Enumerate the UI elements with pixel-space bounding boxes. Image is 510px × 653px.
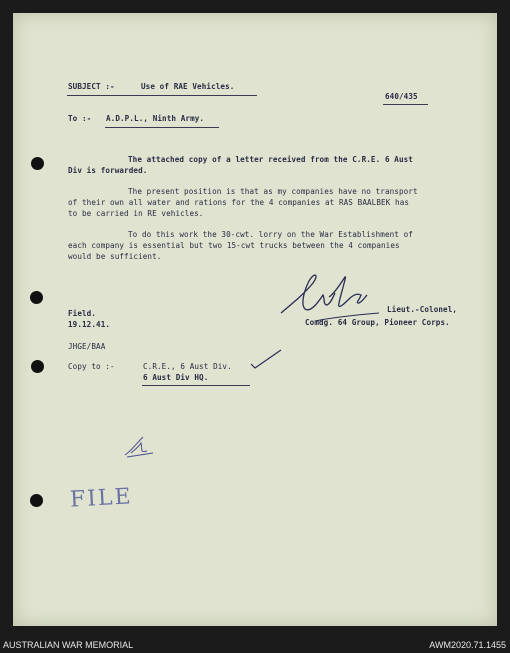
punch-hole	[30, 494, 43, 507]
reference-underline	[383, 104, 428, 105]
pencil-mark	[123, 433, 157, 459]
place: Field.	[68, 309, 97, 318]
copy-to-underline	[142, 385, 250, 386]
para1-line2: Div is forwarded.	[68, 166, 148, 175]
subject-text: Use of RAE Vehicles.	[141, 82, 235, 91]
para1-line1: The attached copy of a letter received from the C.R.E. 6 Aust	[128, 155, 413, 164]
punch-hole	[31, 360, 44, 373]
to-label: To :-	[68, 114, 92, 123]
tick-mark	[249, 348, 283, 370]
para3-line3: would be sufficient.	[68, 252, 162, 261]
signatory-command: Comdg. 64 Group, Pioneer Corps.	[305, 318, 450, 327]
reference-number: 640/435	[385, 92, 418, 101]
para2-line2: of their own all water and rations for the 4 companies at RAS BAALBEK has	[68, 198, 410, 207]
copy-to-line1: C.R.E., 6 Aust Div.	[143, 362, 232, 371]
to-underline	[105, 127, 219, 128]
para3-line2: each company is essential but two 15-cwt trucks between the 4 companies	[68, 241, 400, 250]
file-stamp: FILE	[69, 484, 134, 513]
to-text: A.D.P.L., Ninth Army.	[106, 114, 205, 123]
archive-name: AUSTRALIAN WAR MEMORIAL	[3, 640, 134, 650]
para3-line1: To do this work the 30-cwt. lorry on the War Establishment of	[128, 230, 413, 239]
subject-label: SUBJECT :-	[68, 82, 115, 91]
para2-line3: to be carried in RE vehicles.	[68, 209, 204, 218]
para2-line1: The present position is that as my companies have no transport	[128, 187, 418, 196]
archive-footer	[0, 637, 510, 653]
reference-initials: JHGE/BAA	[68, 342, 106, 351]
subject-underline	[67, 95, 257, 96]
punch-hole	[31, 157, 44, 170]
punch-hole	[30, 291, 43, 304]
archive-reference: AWM2020.71.1455	[429, 640, 506, 650]
copy-to-line2: 6 Aust Div HQ.	[143, 373, 209, 382]
date: 19.12.41.	[68, 320, 111, 329]
document-page	[13, 13, 497, 626]
signatory-rank: Lieut.-Colonel,	[387, 305, 458, 314]
copy-to-label: Copy to :-	[68, 362, 115, 371]
signature	[275, 263, 385, 325]
